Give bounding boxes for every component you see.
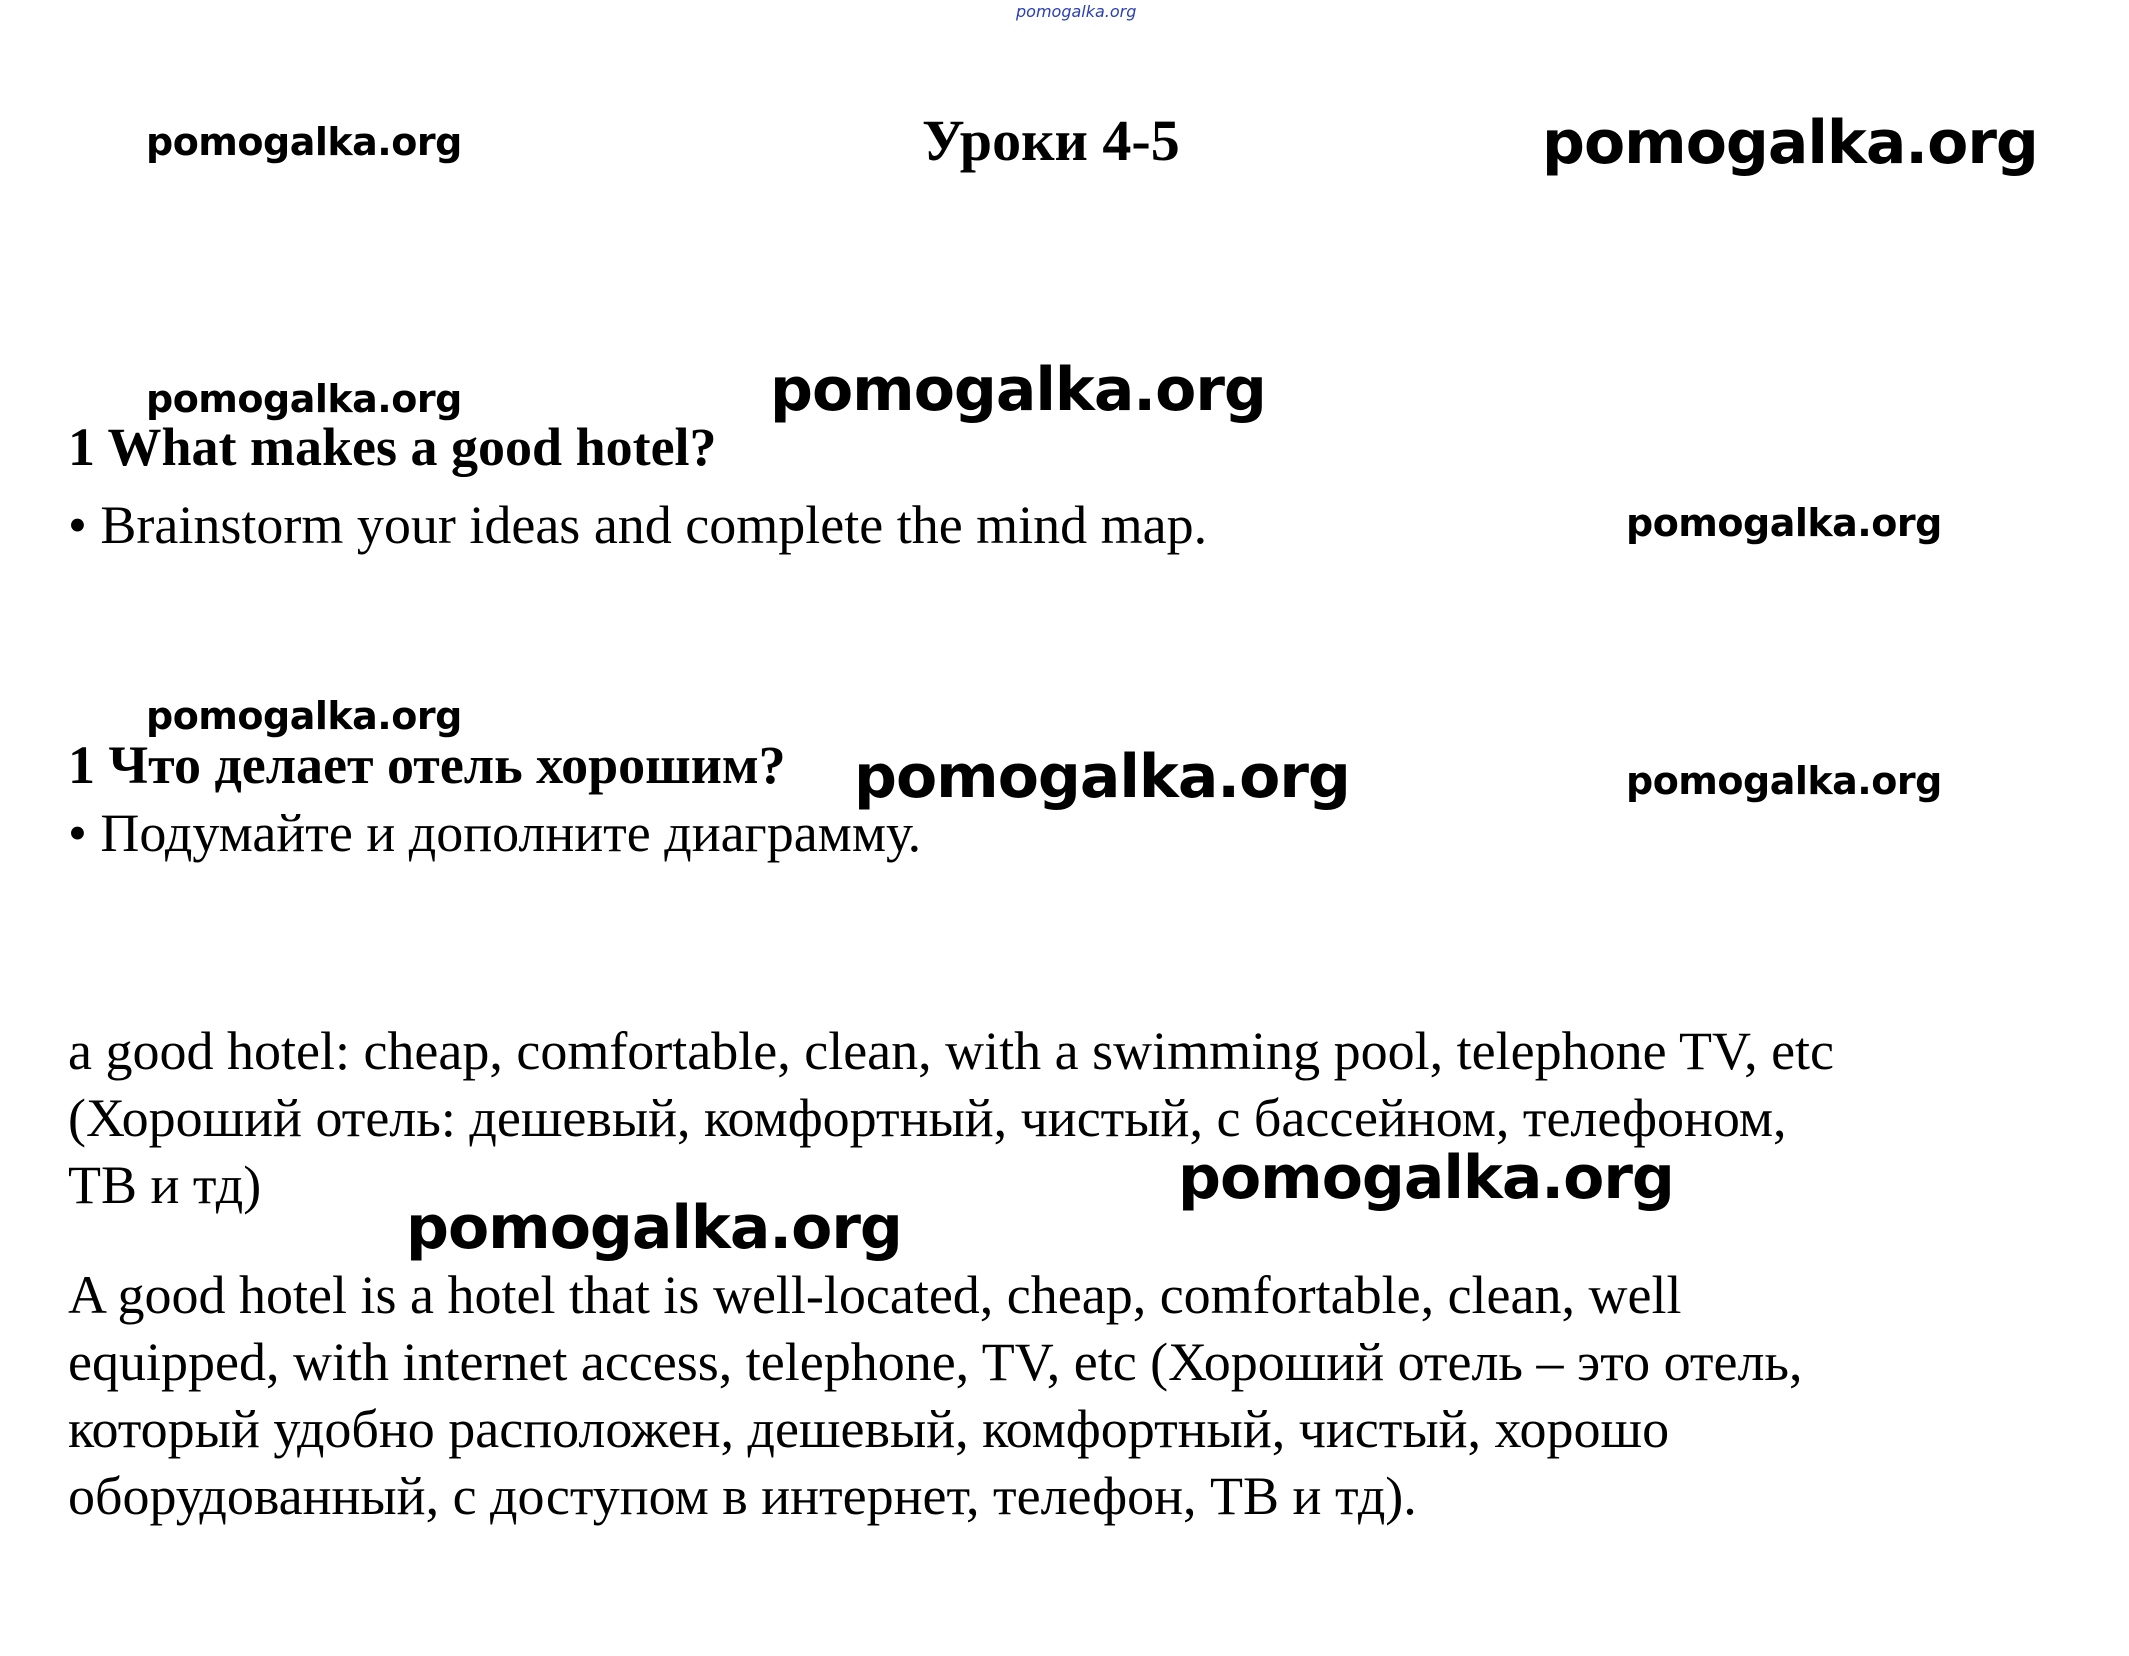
- answer-paragraph-1: [68, 1018, 2058, 1219]
- paragraph-line: ТВ и тд): [68, 1155, 262, 1215]
- watermark: pomogalka.org: [1178, 1143, 1674, 1213]
- exercise-instruction-ru: • Подумайте и дополните диаграмму.: [68, 803, 922, 863]
- paragraph-line: (Хороший отель: дешевый, комфортный, чистый, с бассейном, телефоном,: [68, 1088, 1787, 1148]
- watermark: pomogalka.org: [1542, 108, 2038, 178]
- exercise-heading-en: 1 What makes a good hotel?: [68, 417, 717, 477]
- watermark: pomogalka.org: [146, 694, 462, 738]
- paragraph-line: оборудованный, с доступом в интернет, телефон, ТВ и тд).: [68, 1466, 1417, 1526]
- paragraph-line: который удобно расположен, дешевый, комфортный, чистый, хорошо: [68, 1399, 1670, 1459]
- watermark: pomogalka.org: [1626, 501, 1942, 545]
- paragraph-line: equipped, with internet access, telephone, TV, etc (Хороший отель – это отель,: [68, 1332, 1803, 1392]
- watermark: pomogalka.org: [770, 355, 1266, 425]
- paragraph-line: A good hotel is a hotel that is well-located, cheap, comfortable, clean, well: [68, 1265, 1682, 1325]
- page-title: Уроки 4-5: [922, 108, 1180, 173]
- paragraph-line: a good hotel: cheap, comfortable, clean, with a swimming pool, telephone TV, etc: [68, 1021, 1835, 1081]
- watermark: pomogalka.org: [146, 377, 462, 421]
- watermark: pomogalka.org: [146, 120, 462, 164]
- watermark: pomogalka.org: [854, 742, 1350, 812]
- exercise-heading-ru: 1 Что делает отель хорошим?: [68, 735, 786, 795]
- watermark: pomogalka.org: [1626, 759, 1942, 803]
- watermark: pomogalka.org: [406, 1193, 902, 1263]
- answer-paragraph-2: [68, 1262, 2058, 1530]
- exercise-instruction-en: • Brainstorm your ideas and complete the mind map.: [68, 495, 1208, 555]
- watermark-top-tiny: pomogalka.org: [1016, 2, 1137, 21]
